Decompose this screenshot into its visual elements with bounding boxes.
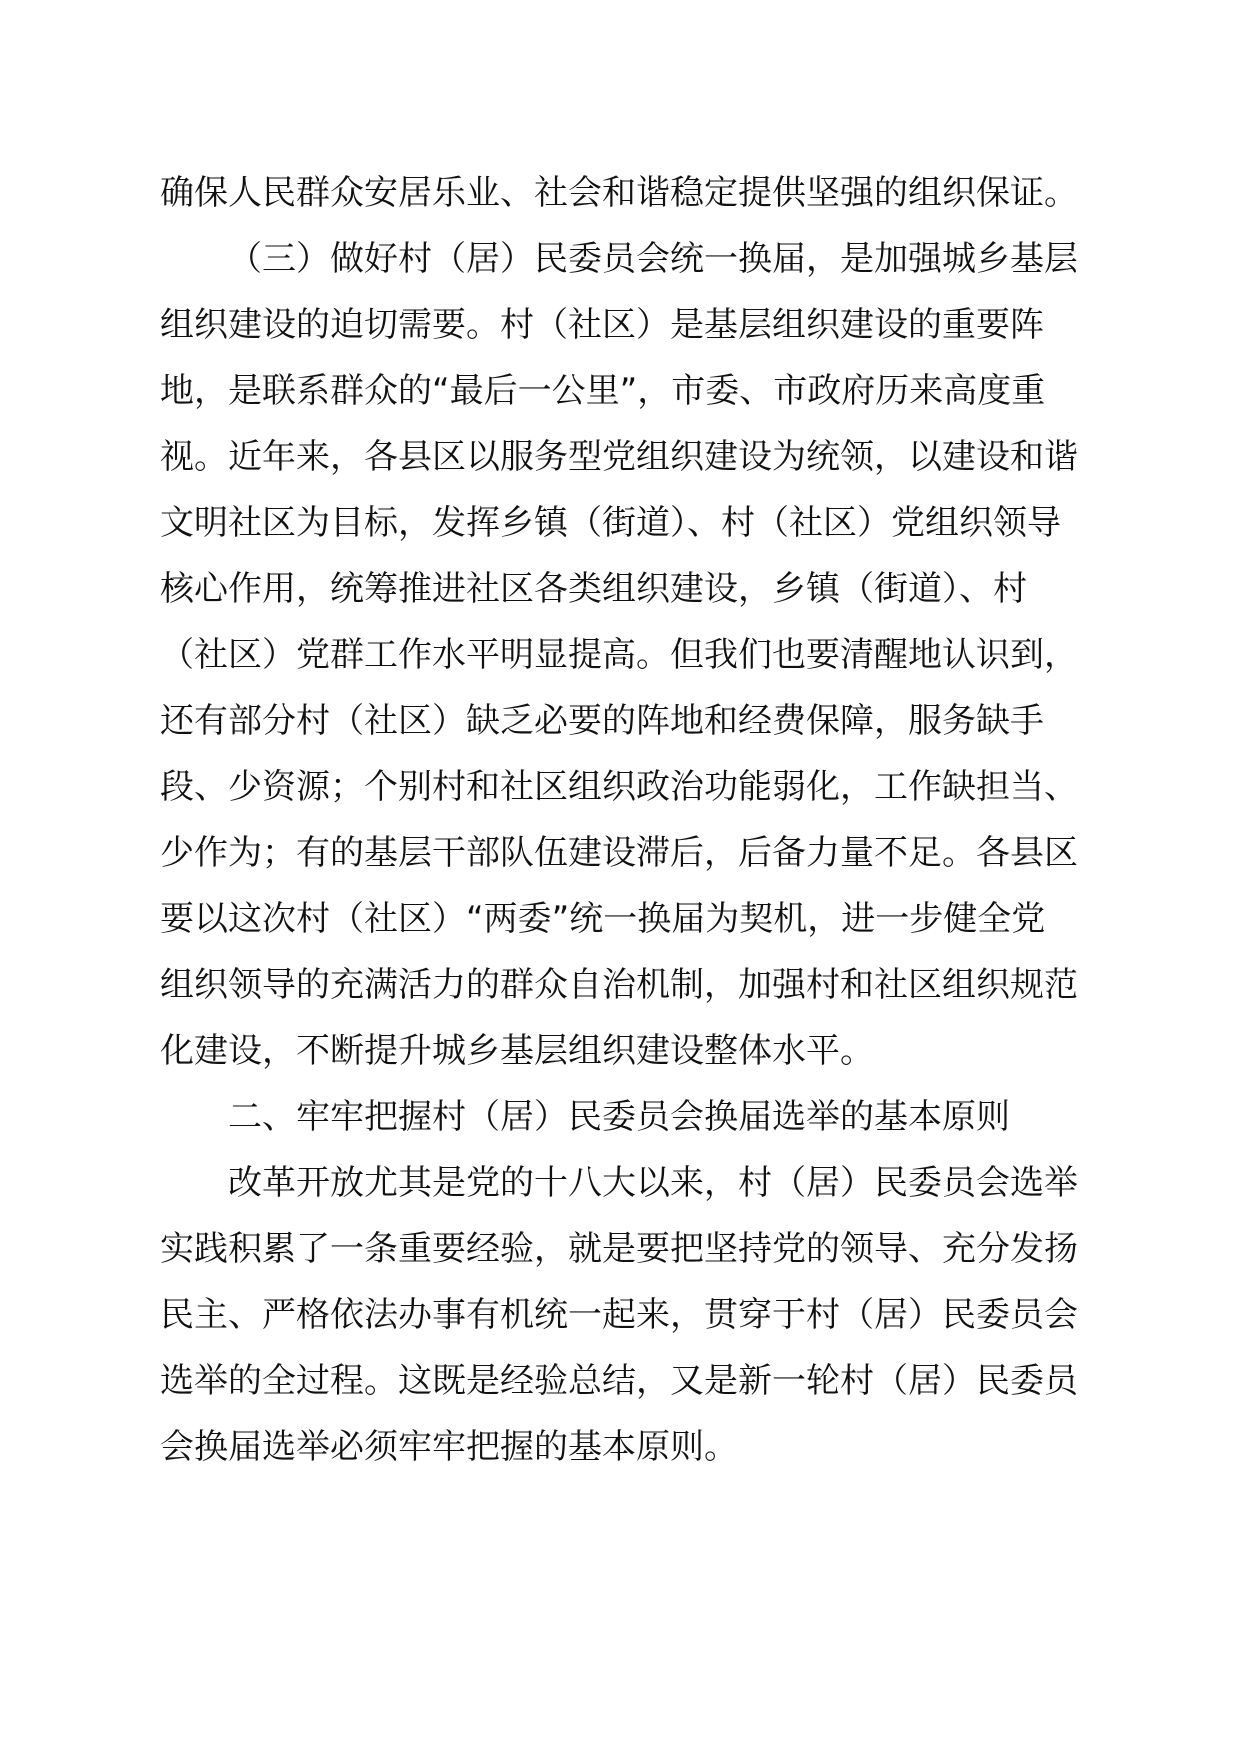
paragraph-continuation: [160, 160, 1100, 226]
paragraph-section-three: [160, 226, 1100, 1084]
section-heading: [160, 1084, 1100, 1150]
text-line: 组织领导的充满活力的群众自治机制，加强村和社区组织规范: [160, 965, 1078, 1005]
text-line: 视。近年来，各县区以服务型党组织建设为统领，以建设和谐: [160, 437, 1078, 477]
document-body: [160, 160, 1100, 1480]
text-line: 文明社区为目标，发挥乡镇（街道）、村（社区）党组织领导: [160, 503, 1061, 543]
heading-line: 二、牢牢把握村（居）民委员会换届选举的基本原则: [228, 1097, 1010, 1137]
text-line: 实践积累了一条重要经验，就是要把坚持党的领导、充分发扬: [160, 1229, 1078, 1269]
text-line: 地，是联系群众的“最后一公里”，市委、市政府历来高度重: [160, 371, 1046, 411]
text-line: （社区）党群工作水平明显提高。但我们也要清醒地认识到，: [160, 635, 1078, 675]
paragraph-principles: [160, 1150, 1100, 1480]
text-line: 段、少资源；个别村和社区组织政治功能弱化，工作缺担当、: [160, 767, 1078, 807]
text-line: 核心作用，统筹推进社区各类组织建设，乡镇（街道）、村: [160, 569, 1027, 609]
text-line: 民主、严格依法办事有机统一起来，贯穿于村（居）民委员会: [160, 1295, 1078, 1335]
text-line: 确保人民群众安居乐业、社会和谐稳定提供坚强的组织保证。: [160, 173, 1078, 213]
text-line: 选举的全过程。这既是经验总结，又是新一轮村（居）民委员: [160, 1361, 1078, 1401]
text-line: 会换届选举必须牢牢把握的基本原则。: [160, 1427, 738, 1467]
text-line: 还有部分村（社区）缺乏必要的阵地和经费保障，服务缺手: [160, 701, 1044, 741]
text-line: （三）做好村（居）民委员会统一换届，是加强城乡基层: [228, 239, 1078, 279]
text-line: 改革开放尤其是党的十八大以来，村（居）民委员会选举: [228, 1163, 1078, 1203]
text-line: 要以这次村（社区）“两委”统一换届为契机，进一步健全党: [160, 899, 1046, 939]
text-line: 少作为；有的基层干部队伍建设滞后，后备力量不足。各县区: [160, 833, 1078, 873]
text-line: 化建设，不断提升城乡基层组织建设整体水平。: [160, 1031, 874, 1071]
text-line: 组织建设的迫切需要。村（社区）是基层组织建设的重要阵: [160, 305, 1044, 345]
